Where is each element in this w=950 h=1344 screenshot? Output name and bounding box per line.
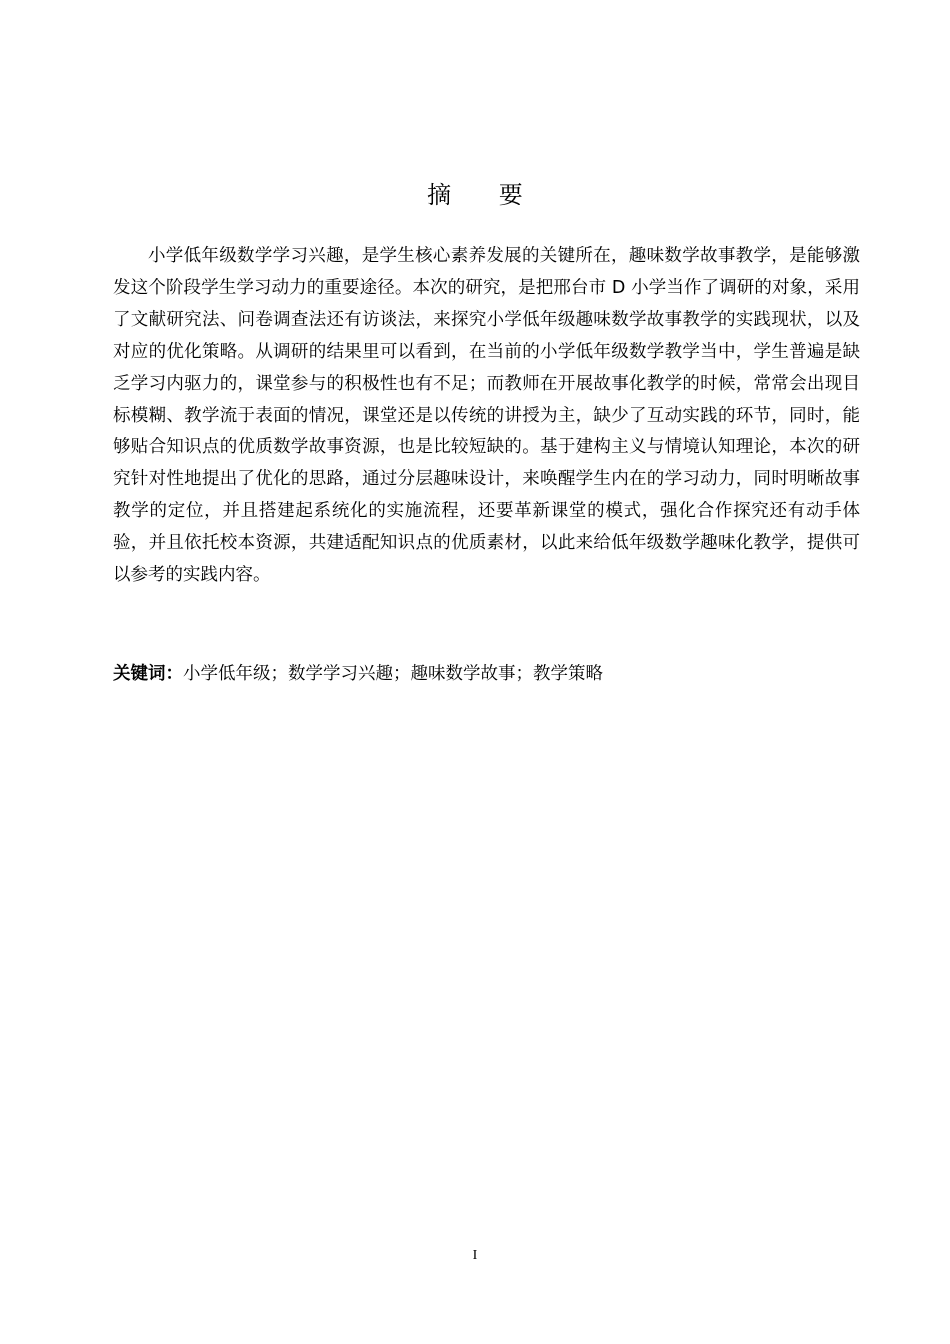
keywords-line [113, 659, 860, 689]
page-number: I [472, 1248, 478, 1263]
keywords-label: 关键词： [113, 664, 183, 684]
page-title: 摘 要 [427, 181, 543, 209]
keywords-text: 小学低年级；数学学习兴趣；趣味数学故事；教学策略 [183, 664, 603, 684]
abstract-paragraph: 小学低年级数学学习兴趣，是学生核心素养发展的关键所在，趣味数学故事教学，是能够激发这个阶段学生学习动力的重要途径。本次的研究，是把邢台市 D 小学当作了调研的对象，采用了文献研究法、问卷调查法还有访谈法，来探究小学低年级趣味数学故事教学的实践现状，以及对应的优化策略。从调研的结果里可以看到，在当前的小学低年级数学教学当中，学生普遍是缺乏学习内驱力的，课堂参与的积极性也有不足；而教师在开展故事化教学的时候，常常会出现目标模糊、教学流于表面的情况，课堂还是以传统的讲授为主，缺少了互动实践的环节，同时，能够贴合知识点的优质数学故事资源，也是比较短缺的。基于建构主义与情境认知理论，本次的研究针对性地提出了优化的思路，通过分层趣味设计，来唤醒学生内在的学习动力，同时明晰故事教学的定位，并且搭建起系统化的实施流程，还要革新课堂的模式，强化合作探究还有动手体验，并且依托校本资源，共建适配知识点的优质素材，以此来给低年级数学趣味化教学，提供可以参考的实践内容。 [113, 246, 860, 586]
